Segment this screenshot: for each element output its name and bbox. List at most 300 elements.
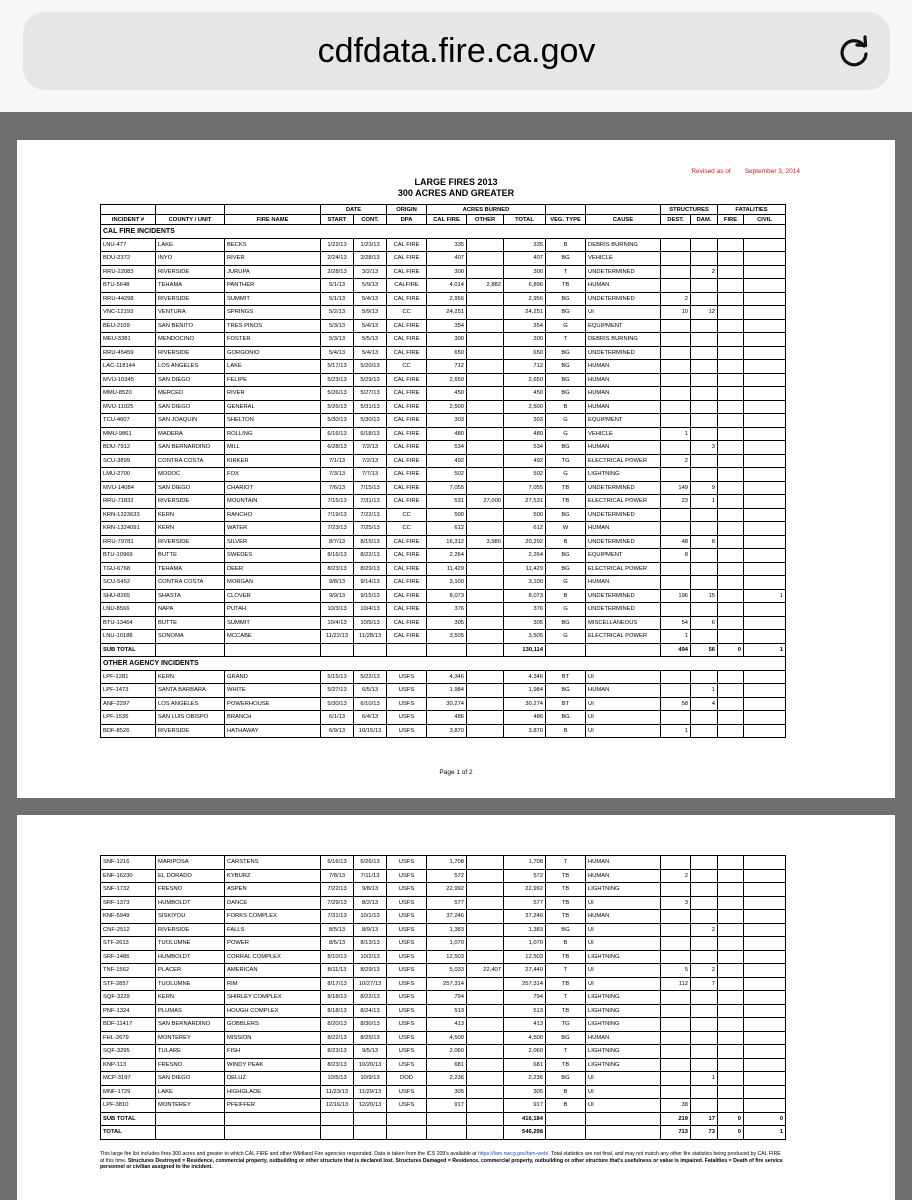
- cell-calfire-acres: 257,314: [427, 977, 467, 991]
- cell-dam: [691, 346, 718, 360]
- cell-dam: [691, 910, 718, 924]
- col-header-dam: DAM.: [691, 215, 718, 225]
- table-row: [101, 883, 786, 897]
- cell-dam: 12: [691, 306, 718, 320]
- cell-fire-name: CARSTENS: [225, 856, 321, 870]
- cell-incident: MMU-8520: [101, 387, 156, 401]
- cell-dam: 6: [691, 616, 718, 630]
- col-header-fire-name: FIRE NAME: [225, 215, 321, 225]
- cell-dpa: CAL FIRE: [387, 400, 427, 414]
- cell-veg-type: B: [546, 535, 586, 549]
- cell-cause: UI: [586, 977, 661, 991]
- revised-note: [691, 168, 800, 175]
- cell-cause: LIGHTNING: [586, 1058, 661, 1072]
- cell-dest: [661, 562, 691, 576]
- cell-dest: 2: [661, 454, 691, 468]
- cell-incident: SRF-1373: [101, 896, 156, 910]
- cell-dam: [691, 603, 718, 617]
- cell-start: 5/30/13: [321, 697, 354, 711]
- cell-calfire-acres: 354: [427, 319, 467, 333]
- table-row: [101, 724, 786, 738]
- cell-dam: [691, 360, 718, 374]
- cell-other-acres: [467, 1072, 504, 1086]
- cell-dam: 1: [691, 1072, 718, 1086]
- table-row: [101, 684, 786, 698]
- section-title: CAL FIRE INCIDENTS: [101, 225, 786, 239]
- cell-civil-fatal: [744, 535, 786, 549]
- table-row: [101, 306, 786, 320]
- cell-veg-type: B: [546, 937, 586, 951]
- cell-start: 10/4/13: [321, 616, 354, 630]
- cell-fire-fatal: [718, 535, 744, 549]
- cell-fire-fatal: [718, 910, 744, 924]
- cell-county: RIVERSIDE: [156, 292, 225, 306]
- cell-total-acres: 1,383: [504, 923, 546, 937]
- table-row: [101, 387, 786, 401]
- cell-incident: KNP-113: [101, 1058, 156, 1072]
- cell-start: 9/9/13: [321, 589, 354, 603]
- cell-veg-type: B: [546, 1099, 586, 1113]
- cell-calfire-acres: 917: [427, 1099, 467, 1113]
- cell-dpa: CC: [387, 360, 427, 374]
- cell-veg-type: TB: [546, 279, 586, 293]
- cell-incident: SQF-3229: [101, 991, 156, 1005]
- cell-fire-name: RIVER: [225, 252, 321, 266]
- cell-incident: SNF-1216: [101, 856, 156, 870]
- cell-total-acres: 257,314: [504, 977, 546, 991]
- cell-cont: 5/20/13: [354, 360, 387, 374]
- cell-county: RIVERSIDE: [156, 346, 225, 360]
- cell-calfire-acres: 486: [427, 711, 467, 725]
- cell-dam: [691, 576, 718, 590]
- cell-calfire-acres: 712: [427, 360, 467, 374]
- cell-fire-fatal: [718, 950, 744, 964]
- cell-county: TEHAMA: [156, 279, 225, 293]
- table-row: [101, 481, 786, 495]
- cell-civil-fatal: [744, 333, 786, 347]
- cell-cause: HUMAN: [586, 387, 661, 401]
- cell-other-acres: [467, 468, 504, 482]
- cell-cont: 8/22/13: [354, 991, 387, 1005]
- cell-dpa: CAL FIRE: [387, 495, 427, 509]
- cell-dpa: CAL FIRE: [387, 265, 427, 279]
- table-row: [101, 697, 786, 711]
- cell-calfire-acres: 681: [427, 1058, 467, 1072]
- cell-dpa: CC: [387, 522, 427, 536]
- cell-cause: ELECTRICAL POWER: [586, 495, 661, 509]
- cell-civil-fatal: [744, 279, 786, 293]
- cell-incident: BEU-2109: [101, 319, 156, 333]
- cell-civil-fatal: [744, 630, 786, 644]
- cell-dpa: DOD: [387, 1072, 427, 1086]
- cell-other-acres: [467, 441, 504, 455]
- cell-total-acres: 2,956: [504, 292, 546, 306]
- document-page-2: [17, 815, 895, 1200]
- cell-other-acres: [467, 400, 504, 414]
- cell-fire-name: FOSTER: [225, 333, 321, 347]
- cell-total-acres: 794: [504, 991, 546, 1005]
- cell-fire-fatal: [718, 454, 744, 468]
- cell-civil-fatal: [744, 562, 786, 576]
- cell-cause: LIGHTNING: [586, 1004, 661, 1018]
- cell-empty: [467, 1112, 504, 1126]
- cell-veg-type: TB: [546, 977, 586, 991]
- cell-cont: 11/28/13: [354, 630, 387, 644]
- cell-calfire-acres: 303: [427, 414, 467, 428]
- table-row: [101, 1058, 786, 1072]
- cell-other-acres: [467, 562, 504, 576]
- cell-dpa: CAL FIRE: [387, 576, 427, 590]
- cell-empty: [225, 1112, 321, 1126]
- cell-cause: ELECTRICAL POWER: [586, 454, 661, 468]
- cell-dest: [661, 441, 691, 455]
- cell-other-acres: [467, 684, 504, 698]
- cell-fire-fatal: [718, 400, 744, 414]
- cell-cont: 2/28/13: [354, 252, 387, 266]
- cell-start: 5/23/13: [321, 373, 354, 387]
- cell-civil-fatal: [744, 910, 786, 924]
- cell-fire-fatal: [718, 279, 744, 293]
- table-row: [101, 508, 786, 522]
- cell-calfire-acres: 7,055: [427, 481, 467, 495]
- cell-cont: 10/4/13: [354, 603, 387, 617]
- cell-cause: HUMAN: [586, 856, 661, 870]
- cell-total-acres: 612: [504, 522, 546, 536]
- footnote-link[interactable]: https://fam.nwcg.gov/fam-web/: [477, 1151, 549, 1157]
- cell-veg-type: T: [546, 265, 586, 279]
- cell-civil-fatal: [744, 697, 786, 711]
- cell-start: 7/8/13: [321, 869, 354, 883]
- cell-dpa: CAL FIRE: [387, 589, 427, 603]
- cell-incident: STF-2613: [101, 937, 156, 951]
- cell-dam: [691, 549, 718, 563]
- cell-fire-name: MCCABE: [225, 630, 321, 644]
- table-row: [101, 468, 786, 482]
- cell-other-acres: [467, 697, 504, 711]
- table-row: [101, 454, 786, 468]
- table-row: [101, 562, 786, 576]
- cell-dpa: USFS: [387, 937, 427, 951]
- cell-calfire-acres: 300: [427, 265, 467, 279]
- table-row: [101, 589, 786, 603]
- total-fire: 0: [718, 1112, 744, 1126]
- doc-subtitle: 300 ACRES AND GREATER: [397, 188, 515, 198]
- cell-incident: LPF-1473: [101, 684, 156, 698]
- cell-county: TEHAMA: [156, 562, 225, 576]
- cell-dpa: USFS: [387, 856, 427, 870]
- cell-fire-fatal: [718, 1045, 744, 1059]
- cell-cont: 8/29/13: [354, 964, 387, 978]
- cell-empty: [387, 1112, 427, 1126]
- cell-empty: [427, 1126, 467, 1140]
- table-row: [101, 977, 786, 991]
- cell-empty: [321, 1126, 354, 1140]
- cell-county: HUMBOLDT: [156, 896, 225, 910]
- cell-other-acres: [467, 896, 504, 910]
- table-row: [101, 576, 786, 590]
- cell-cont: 6/4/13: [354, 711, 387, 725]
- cell-dest: 1: [661, 427, 691, 441]
- cell-other-acres: [467, 589, 504, 603]
- cell-total-acres: 486: [504, 711, 546, 725]
- cell-county: SAN DIEGO: [156, 373, 225, 387]
- cell-calfire-acres: 502: [427, 468, 467, 482]
- cell-fire-name: SUMMIT: [225, 292, 321, 306]
- cell-dpa: USFS: [387, 724, 427, 738]
- cell-fire-fatal: [718, 427, 744, 441]
- cell-incident: LMU-2700: [101, 468, 156, 482]
- cell-cause: HUMAN: [586, 360, 661, 374]
- cell-dam: [691, 711, 718, 725]
- cell-calfire-acres: 480: [427, 427, 467, 441]
- cell-start: 6/16/13: [321, 856, 354, 870]
- cell-dest: [661, 1031, 691, 1045]
- cell-dest: [661, 346, 691, 360]
- cell-fire-name: MORGAN: [225, 576, 321, 590]
- cell-dam: 2: [691, 265, 718, 279]
- reload-icon[interactable]: [836, 34, 872, 70]
- cell-county: EL DORADO: [156, 869, 225, 883]
- cell-fire-name: MILL: [225, 441, 321, 455]
- cell-veg-type: BG: [546, 711, 586, 725]
- cell-fire-name: HIGHGLADE: [225, 1085, 321, 1099]
- cell-cause: UI: [586, 711, 661, 725]
- cell-civil-fatal: [744, 711, 786, 725]
- cell-incident: BTU-13464: [101, 616, 156, 630]
- cell-civil-fatal: [744, 292, 786, 306]
- cell-incident: SNF-1732: [101, 883, 156, 897]
- cell-dest: [661, 400, 691, 414]
- cell-county: FRESNO: [156, 883, 225, 897]
- cell-empty: [156, 1126, 225, 1140]
- cell-incident: ANF-2297: [101, 697, 156, 711]
- cell-fire-fatal: [718, 1004, 744, 1018]
- cell-total-acres: 2,264: [504, 549, 546, 563]
- cell-dpa: CAL FIRE: [387, 603, 427, 617]
- cell-start: 7/6/13: [321, 481, 354, 495]
- cell-veg-type: T: [546, 856, 586, 870]
- cell-total-acres: 502: [504, 468, 546, 482]
- cell-county: BUTTE: [156, 616, 225, 630]
- cell-incident: FHL-2679: [101, 1031, 156, 1045]
- cell-total-acres: 2,500: [504, 400, 546, 414]
- cell-dest: 58: [661, 697, 691, 711]
- col-header-total-acres: TOTAL: [504, 215, 546, 225]
- cell-empty: [156, 643, 225, 657]
- cell-fire-fatal: [718, 697, 744, 711]
- cell-dam: 2: [691, 923, 718, 937]
- cell-start: 7/19/13: [321, 508, 354, 522]
- cell-other-acres: 27,000: [467, 495, 504, 509]
- col-header-cont: CONT.: [354, 215, 387, 225]
- cell-veg-type: G: [546, 603, 586, 617]
- cell-incident: LNU-10188: [101, 630, 156, 644]
- cell-civil-fatal: [744, 387, 786, 401]
- cell-fire-name: SUMMIT: [225, 616, 321, 630]
- cell-fire-name: FORKS COMPLEX: [225, 910, 321, 924]
- table-row: [101, 265, 786, 279]
- cell-fire-name: RIM: [225, 977, 321, 991]
- cell-civil-fatal: [744, 319, 786, 333]
- cell-incident: RRU-79781: [101, 535, 156, 549]
- doc-title: LARGE FIRES 2013: [414, 177, 498, 187]
- cell-start: 8/17/13: [321, 977, 354, 991]
- cell-county: SONOMA: [156, 630, 225, 644]
- cell-dest: [661, 265, 691, 279]
- col-header-dpa: DPA: [387, 215, 427, 225]
- cell-dpa: CAL FIRE: [387, 252, 427, 266]
- cell-cause: HUMAN: [586, 684, 661, 698]
- cell-cause: LIGHTNING: [586, 950, 661, 964]
- cell-cont: 8/9/13: [354, 923, 387, 937]
- cell-dest: [661, 1085, 691, 1099]
- cell-dpa: USFS: [387, 1058, 427, 1072]
- cell-veg-type: BG: [546, 923, 586, 937]
- cell-cause: HUMAN: [586, 869, 661, 883]
- cell-veg-type: BG: [546, 373, 586, 387]
- cell-cont: 7/11/13: [354, 869, 387, 883]
- cell-dest: 8: [661, 549, 691, 563]
- cell-other-acres: [467, 549, 504, 563]
- total-row: [101, 1112, 786, 1126]
- cell-dpa: USFS: [387, 1018, 427, 1032]
- cell-other-acres: [467, 711, 504, 725]
- cell-calfire-acres: 16,312: [427, 535, 467, 549]
- cell-veg-type: B: [546, 1085, 586, 1099]
- cell-incident: MCP-3197: [101, 1072, 156, 1086]
- cell-cont: 7/7/13: [354, 468, 387, 482]
- cell-cont: 10/5/13: [354, 616, 387, 630]
- cell-calfire-acres: 500: [427, 508, 467, 522]
- cell-veg-type: T: [546, 991, 586, 1005]
- cell-veg-type: G: [546, 319, 586, 333]
- cell-other-acres: [467, 292, 504, 306]
- cell-start: 7/29/13: [321, 896, 354, 910]
- cell-incident: RRU-44298: [101, 292, 156, 306]
- cell-incident: KRN-1323633: [101, 508, 156, 522]
- cell-cause: UNDETERMINED: [586, 508, 661, 522]
- cell-veg-type: BT: [546, 670, 586, 684]
- cell-fire-name: ASPEN: [225, 883, 321, 897]
- cell-dpa: USFS: [387, 950, 427, 964]
- cell-fire-fatal: [718, 522, 744, 536]
- cell-fire-name: SHELTON: [225, 414, 321, 428]
- cell-other-acres: [467, 508, 504, 522]
- cell-other-acres: [467, 616, 504, 630]
- table-row: [101, 1085, 786, 1099]
- cell-county: MONTEREY: [156, 1099, 225, 1113]
- cell-dest: [661, 1045, 691, 1059]
- cell-dpa: CAL FIRE: [387, 292, 427, 306]
- cell-dam: [691, 869, 718, 883]
- cell-other-acres: [467, 991, 504, 1005]
- cell-other-acres: [467, 333, 504, 347]
- table-row: [101, 1045, 786, 1059]
- table-row: [101, 373, 786, 387]
- cell-total-acres: 300: [504, 333, 546, 347]
- cell-fire-fatal: [718, 1085, 744, 1099]
- cell-veg-type: B: [546, 400, 586, 414]
- cell-dam: [691, 414, 718, 428]
- cell-cont: 7/31/13: [354, 495, 387, 509]
- cell-veg-type: BG: [546, 1072, 586, 1086]
- cell-dam: [691, 562, 718, 576]
- cell-civil-fatal: [744, 427, 786, 441]
- cell-civil-fatal: [744, 1085, 786, 1099]
- cell-incident: STF-2857: [101, 977, 156, 991]
- cell-veg-type: BG: [546, 441, 586, 455]
- cell-fire-name: TRES PINOS: [225, 319, 321, 333]
- cell-fire-name: WINDY PEAK: [225, 1058, 321, 1072]
- cell-cause: UI: [586, 724, 661, 738]
- cell-fire-name: PUTAH: [225, 603, 321, 617]
- cell-total-acres: 24,251: [504, 306, 546, 320]
- cell-calfire-acres: 4,500: [427, 1031, 467, 1045]
- cell-calfire-acres: 3,505: [427, 630, 467, 644]
- cell-cause: HUMAN: [586, 279, 661, 293]
- cell-other-acres: [467, 670, 504, 684]
- total-dest: 219: [661, 1112, 691, 1126]
- cell-start: 8/22/13: [321, 1031, 354, 1045]
- address-bar[interactable]: [23, 12, 890, 90]
- cell-fire-fatal: [718, 508, 744, 522]
- cell-civil-fatal: [744, 869, 786, 883]
- cell-other-acres: 3,980: [467, 535, 504, 549]
- cell-dpa: CAL FIRE: [387, 346, 427, 360]
- cell-fire-fatal: [718, 724, 744, 738]
- cell-veg-type: TB: [546, 481, 586, 495]
- cell-county: SANTA BARBARA: [156, 684, 225, 698]
- cell-dest: [661, 414, 691, 428]
- cell-calfire-acres: 4,346: [427, 670, 467, 684]
- cell-calfire-acres: 1,708: [427, 856, 467, 870]
- cell-incident: BTU-10969: [101, 549, 156, 563]
- cell-dest: 2: [661, 292, 691, 306]
- cell-total-acres: 577: [504, 896, 546, 910]
- cell-dest: 10: [661, 306, 691, 320]
- document-page-1: [17, 140, 895, 798]
- cell-county: MERCED: [156, 387, 225, 401]
- cell-fire-name: BRANCH: [225, 711, 321, 725]
- cell-total-acres: 7,055: [504, 481, 546, 495]
- cell-calfire-acres: 450: [427, 387, 467, 401]
- cell-cont: 5/9/13: [354, 306, 387, 320]
- cell-calfire-acres: 492: [427, 454, 467, 468]
- cell-dam: [691, 319, 718, 333]
- table-row: [101, 964, 786, 978]
- cell-total-acres: 480: [504, 427, 546, 441]
- cell-fire-name: WATER: [225, 522, 321, 536]
- cell-start: 6/9/13: [321, 724, 354, 738]
- cell-other-acres: [467, 856, 504, 870]
- cell-dest: [661, 603, 691, 617]
- cell-fire-fatal: [718, 238, 744, 252]
- cell-county: SAN BERNARDINO: [156, 441, 225, 455]
- cell-county: HUMBOLDT: [156, 950, 225, 964]
- url-text[interactable]: cdfdata.fire.ca.gov: [317, 32, 596, 70]
- cell-total-acres: 681: [504, 1058, 546, 1072]
- cell-civil-fatal: [744, 977, 786, 991]
- cell-civil-fatal: [744, 684, 786, 698]
- cell-veg-type: BG: [546, 252, 586, 266]
- cell-veg-type: BG: [546, 1031, 586, 1045]
- cell-cont: 7/2/13: [354, 454, 387, 468]
- cell-civil-fatal: [744, 508, 786, 522]
- cell-calfire-acres: 650: [427, 346, 467, 360]
- cell-total-acres: 712: [504, 360, 546, 374]
- cell-incident: CNF-2512: [101, 923, 156, 937]
- cell-veg-type: TB: [546, 883, 586, 897]
